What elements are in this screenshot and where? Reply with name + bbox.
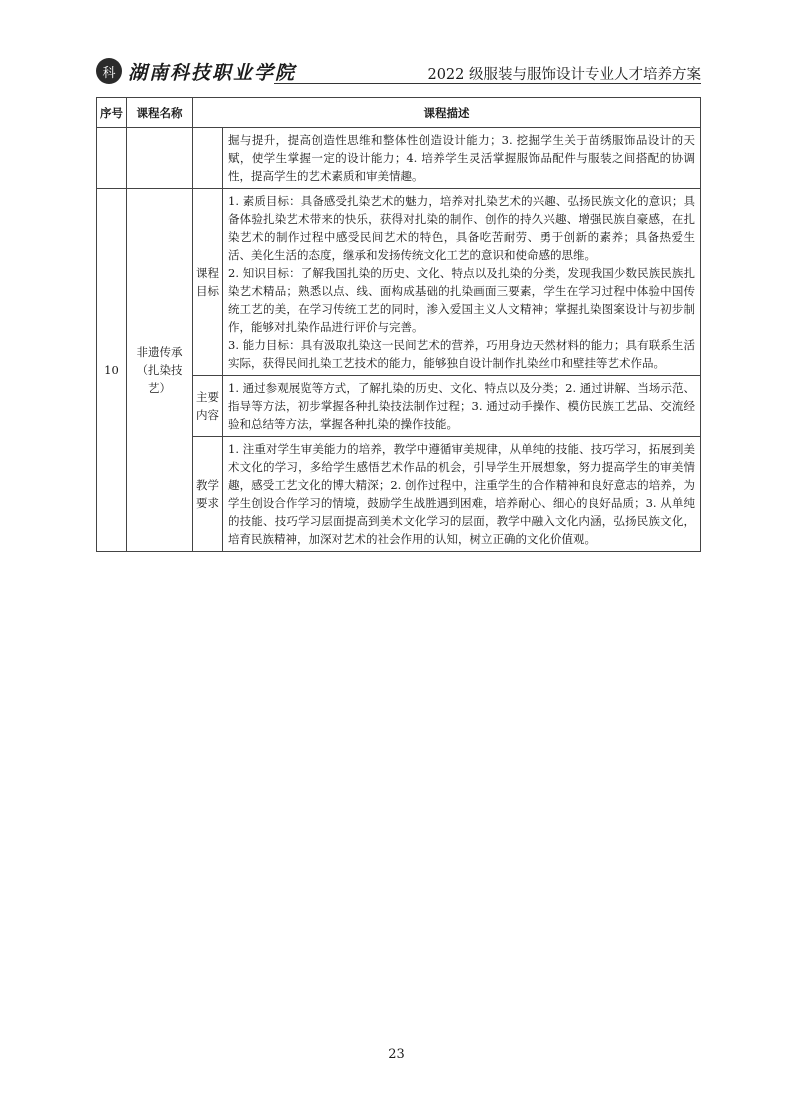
- header-course-name: 课程名称: [127, 98, 193, 128]
- goal-knowledge: 2. 知识目标：了解我国扎染的历史、文化、特点以及扎染的分类，发现我国少数民族民族扎染艺术精品；熟悉以点、线、面构成基础的扎染画面三要素，学生在学习过程中体验中国传统工艺的美，在学习传统工艺的同时，渗入爱国主义人文精神；掌握扎染图案设计与初步制作，能够对扎染作品进行评价与完善。: [228, 266, 695, 334]
- table-header-row: [97, 98, 701, 128]
- header-course-desc: 课程描述: [193, 98, 701, 128]
- requirements-text: 1. 注重对学生审美能力的培养，教学中遵循审美规律，从单纯的技能、技巧学习，拓展到美术文化的学习，多给学生感悟艺术作品的机会，引导学生开展想象，努力提高学生的审美情趣，感受工艺文化的博大精深；2. 创作过程中，注重学生的合作精神和良好意志的培养，为学生创设合作学习的情境，鼓励学生战胜遇到困难，培养耐心、细心的良好品质；3. 从单纯的技能、技巧学习层面提高到美术文化学习的层面，教学中融入文化内涵，弘扬民族文化，培育民族精神，加深对艺术的社会作用的认知，树立正确的文化价值观。: [228, 442, 695, 546]
- page-number: 23: [388, 1047, 405, 1062]
- section-label-goals: 课程目标: [193, 189, 223, 376]
- continuation-seq-cell: [97, 128, 127, 189]
- continuation-desc: [223, 128, 701, 189]
- table-row-goals: [97, 189, 701, 376]
- school-name: 湖南科技职业学院: [128, 61, 297, 84]
- continuation-sub-cell: [193, 128, 223, 189]
- goal-ability: 3. 能力目标：具有汲取扎染这一民间艺术的营养，巧用身边天然材料的能力；具有联系生活实际，获得民间扎染工艺技术的能力，能够独自设计制作扎染丝巾和壁挂等艺术作品。: [228, 338, 695, 370]
- school-logo: [96, 56, 346, 86]
- section-desc-requirements: [223, 437, 701, 552]
- section-label-requirements: 教学要求: [193, 437, 223, 552]
- page-header: [96, 56, 701, 86]
- continuation-row: [97, 128, 701, 189]
- goal-quality: 1. 素质目标：具备感受扎染艺术的魅力，培养对扎染艺术的兴趣、弘扬民族文化的意识；具备体验扎染艺术带来的快乐，获得对扎染的制作、创作的持久兴趣、增强民族自豪感，在扎染艺术的制作过程中感受民间艺术的特色，具备吃苦耐劳、勇于创新的素养；具备热爱生活、美化生活的态度，继承和发扬传统文化工艺的意识和使命感的思维。: [228, 194, 695, 262]
- course-name: 非遗传承（扎染技艺）: [127, 189, 193, 552]
- continuation-text: 掘与提升，提高创造性思维和整体性创造设计能力；3. 挖掘学生关于苗绣服饰品设计的天赋，使学生掌握一定的设计能力；4. 培养学生灵活掌握服饰品配件与服装之间搭配的协调性，提高学生的艺术素质和审美情趣。: [228, 133, 695, 183]
- content-text: 1. 通过参观展览等方式，了解扎染的历史、文化、特点以及分类；2. 通过讲解、当场示范、指导等方法，初步掌握各种扎染技法制作过程；3. 通过动手操作、模仿民族工艺品、交流经验和总结等方法，掌握各种扎染的操作技能。: [228, 381, 695, 431]
- section-desc-content: [223, 376, 701, 437]
- header-seq: 序号: [97, 98, 127, 128]
- course-table: [96, 97, 701, 552]
- section-label-content: 主要内容: [193, 376, 223, 437]
- course-seq: 10: [97, 189, 127, 552]
- section-desc-goals: [223, 189, 701, 376]
- school-seal-icon: 科: [96, 58, 122, 84]
- document-title: 2022 级服装与服饰设计专业人才培养方案: [427, 67, 701, 83]
- continuation-name-cell: [127, 128, 193, 189]
